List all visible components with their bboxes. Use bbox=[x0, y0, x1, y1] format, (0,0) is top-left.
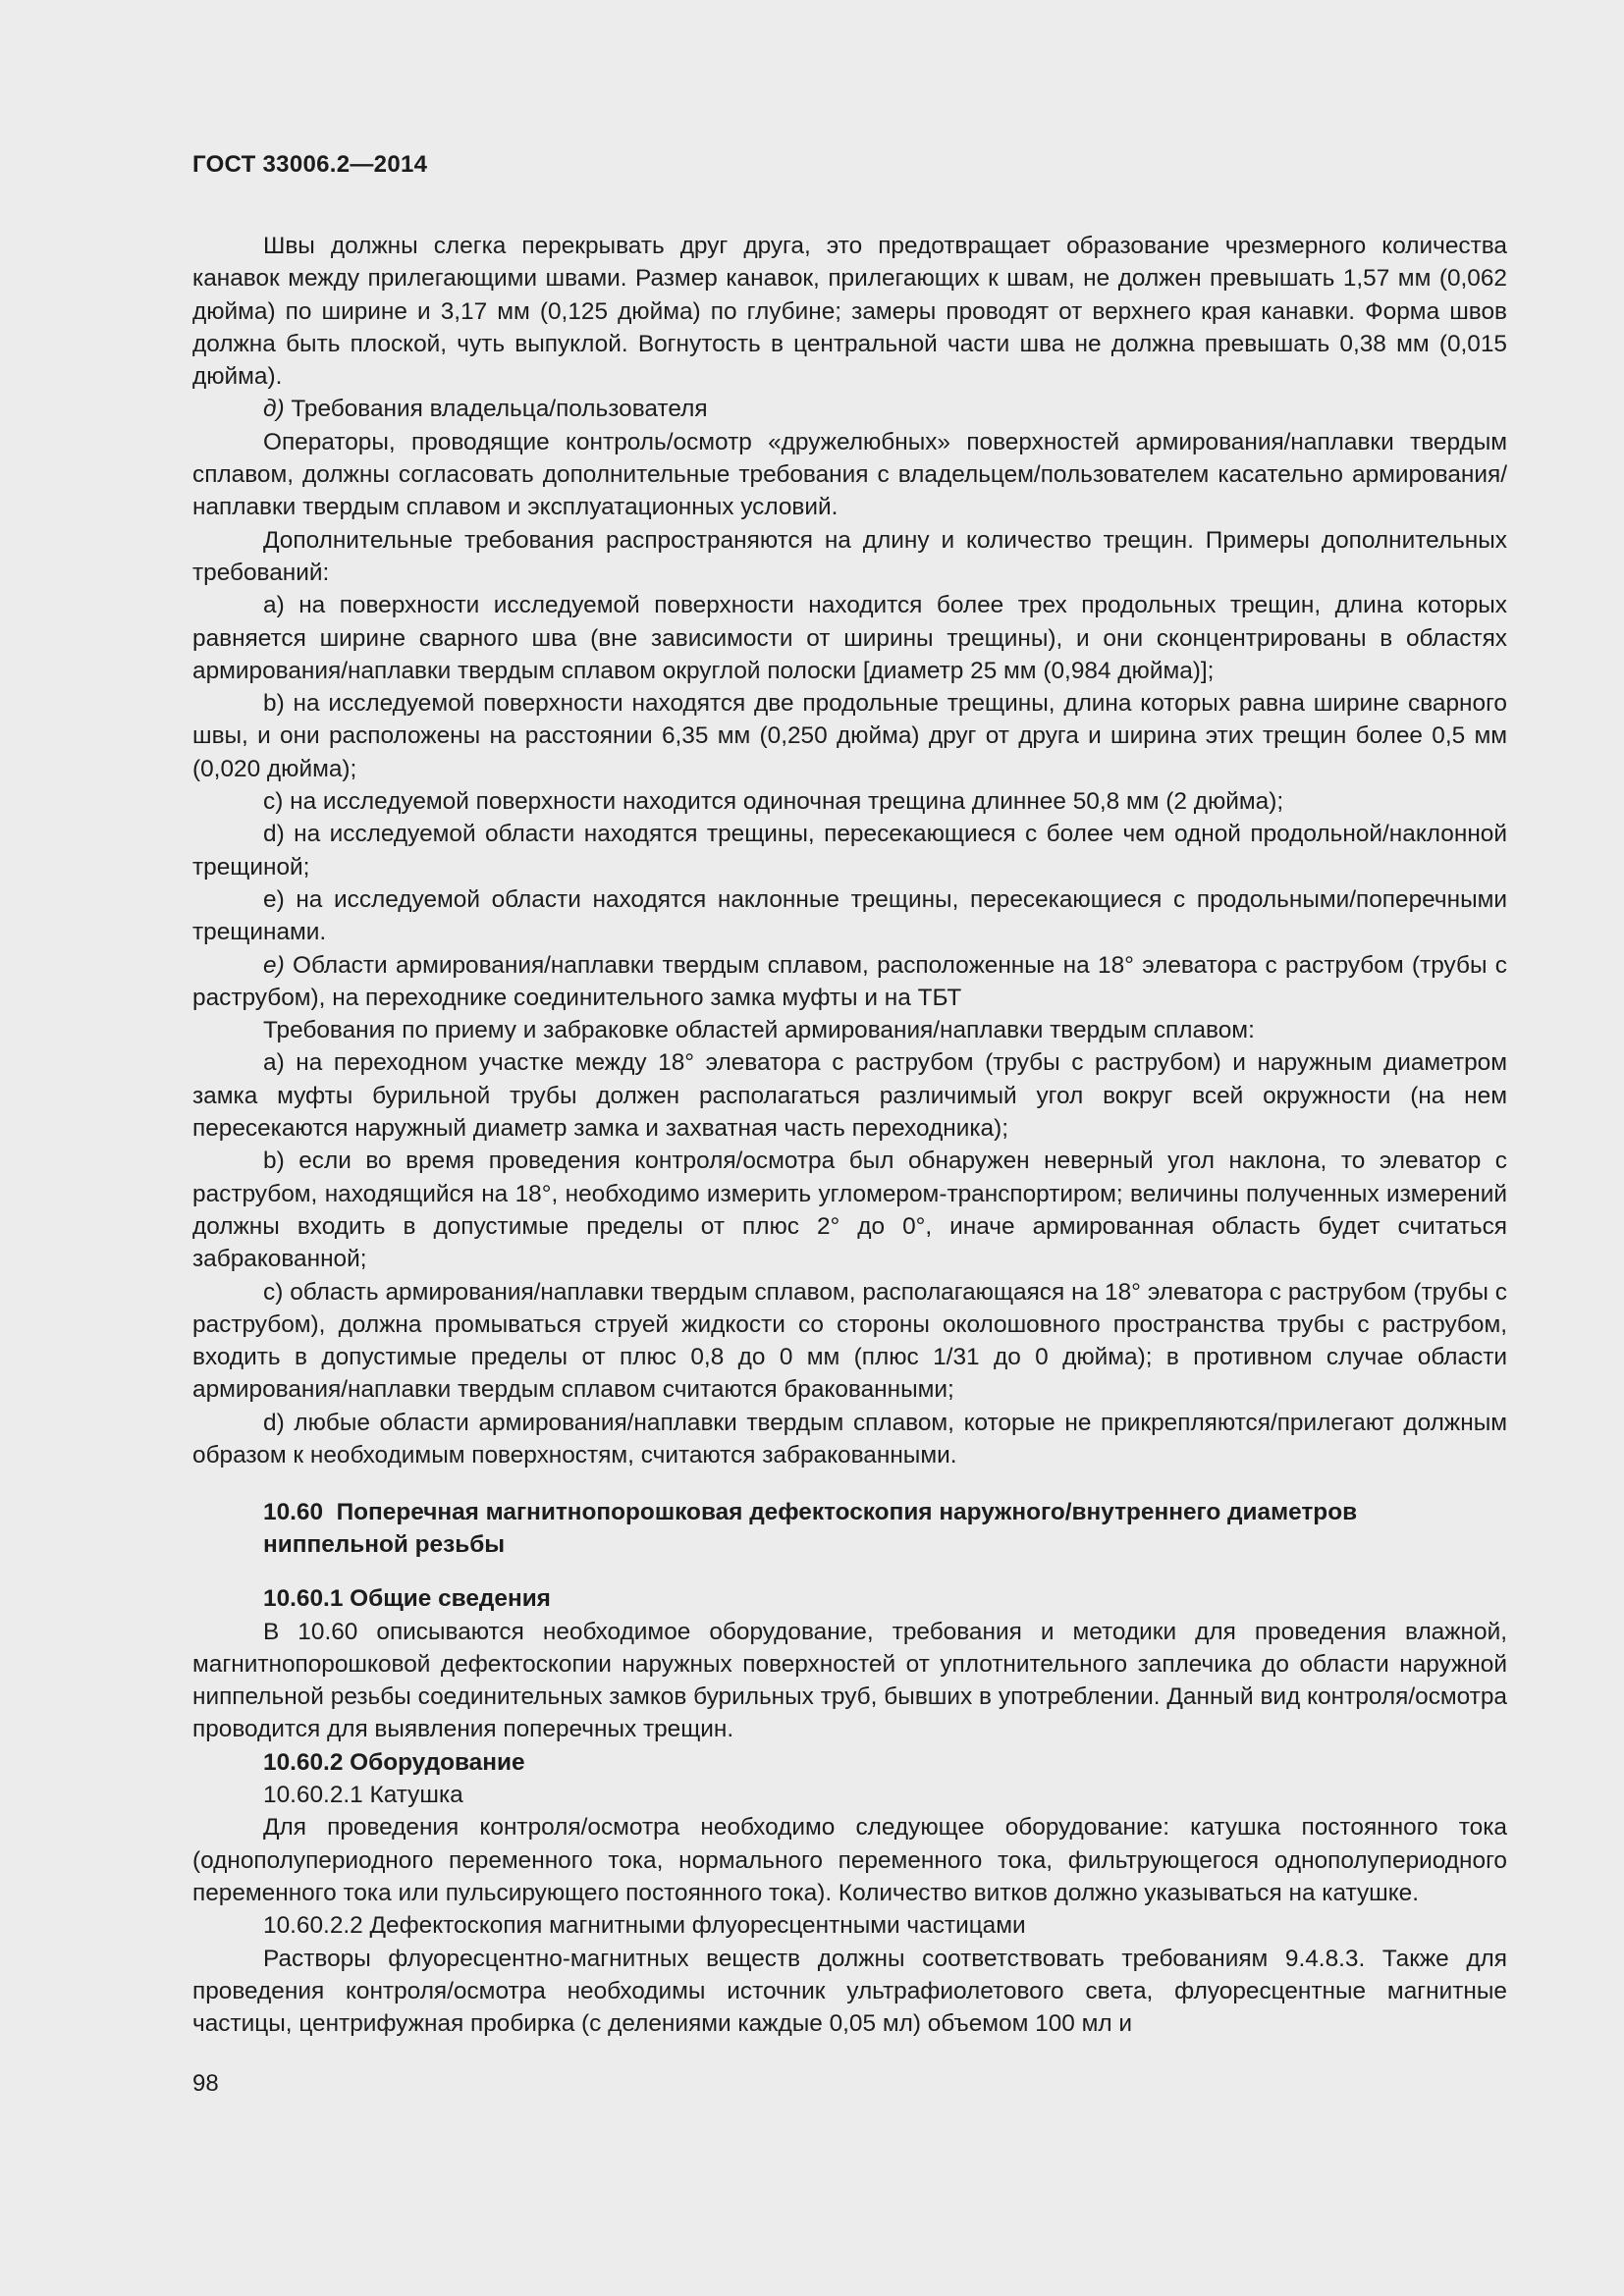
subhead-text: Области армирования/наплавки твердым сплавом, расположенные на 18° элеватора с раструбом (трубы с раструбом), на переходнике соединительного замка муфты и на ТБТ bbox=[192, 951, 1507, 1011]
subsection-heading-10-60-2-1: 10.60.2.1 Катушка bbox=[263, 1782, 463, 1809]
list-item: e) на исследуемой области находятся наклонные трещины, пересекающиеся с продольными/поперечными трещинами. bbox=[192, 885, 1507, 946]
section-number: 10.60 bbox=[263, 1499, 324, 1526]
document-body bbox=[192, 230, 1507, 2040]
paragraph: В 10.60 описываются необходимое оборудование, требования и методики для проведения влажной, магнитнопорошковой дефектоскопии наружных поверхностей от уплотнительного заплечика до области наружной ниппельной резьбы соединительных замков бурильных труб, бывших в употреблении. Данный вид контроля/осмотра проводится для выявления поперечных трещин. bbox=[192, 1618, 1507, 1743]
section-heading-10-60 bbox=[263, 1496, 1507, 1561]
list-item: b) если во время проведения контроля/осмотра был обнаружен неверный угол наклона, то элеватор с раструбом, находящийся на 18°, необходимо измерить угломером-транспортиром; величины полученных измерений должны входить в допустимые пределы от плюс 2° до 0°, иначе армированная область будет считаться забракованной; bbox=[192, 1148, 1507, 1273]
list-item: b) на исследуемой поверхности находятся две продольные трещины, длина которых равна ширине сварного швы, и они расположены на расстоянии 6,35 мм (0,250 дюйма) друг от друга и ширина этих трещин более 0,5 мм (0,020 дюйма); bbox=[192, 690, 1507, 782]
subsection-heading-10-60-2: 10.60.2 Оборудование bbox=[263, 1748, 525, 1776]
section-title: Поперечная магнитнопорошковая дефектоскопия наружного/внутреннего диаметров ниппельной резьбы bbox=[263, 1499, 1358, 1559]
page-number: 98 bbox=[192, 2070, 219, 2097]
list-item: а) на поверхности исследуемой поверхности находится более трех продольных трещин, длина которых равняется ширине сварного шва (вне зависимости от ширины трещины), и они сконцентрированы в областях армирования/наплавки твердым сплавом округлой полоски [диаметр 25 мм (0,984 дюйма)]; bbox=[192, 592, 1507, 684]
subhead-marker: е) bbox=[263, 951, 285, 979]
paragraph: Требования по приему и забраковке областей армирования/наплавки твердым сплавом: bbox=[263, 1017, 1255, 1044]
paragraph: Растворы флуоресцентно-магнитных веществ должны соответствовать требованиям 9.4.8.3. Также для проведения контроля/осмотра необходимы источник ультрафиолетового света, флуоресцентные магнитные частицы, центрифужная пробирка (с делениями каждые 0,05 мл) объемом 100 мл и bbox=[192, 1945, 1507, 2038]
subsection-heading-10-60-1: 10.60.1 Общие сведения bbox=[263, 1585, 551, 1613]
list-item: c) область армирования/наплавки твердым сплавом, располагающаяся на 18° элеватора с раструбом (трубы с раструбом), должна промываться струей жидкости со стороны околошовного пространства трубы с раструбом, входить в допустимые пределы от плюс 0,8 до 0 мм (плюс 1/31 до 0 дюйма); в противном случае области армирования/наплавки твердым сплавом считаются бракованными; bbox=[192, 1278, 1507, 1404]
list-item: d) любые области армирования/наплавки твердым сплавом, которые не прикрепляются/прилегают должным образом к необходимым поверхностям, считаются забракованными. bbox=[192, 1409, 1507, 1468]
paragraph: Швы должны слегка перекрывать друг друга, это предотвращает образование чрезмерного количества канавок между прилегающими швами. Размер канавок, прилегающих к швам, не должен превышать 1,57 мм (0,062 дюйма) по ширине и 3,17 мм (0,125 дюйма) по глубине; замеры проводят от верхнего края канавки. Форма швов должна быть плоской, чуть выпуклой. Вогнутость в центральной части шва не должна превышать 0,38 мм (0,015 дюйма). bbox=[192, 233, 1507, 391]
subhead-text: Требования владельца/пользователя bbox=[291, 396, 708, 423]
paragraph: Операторы, проводящие контроль/осмотр «дружелюбных» поверхностей армирования/наплавки твердым сплавом, должны согласовать дополнительные требования с владельцем/пользователем касательно армирования/наплавки твердым сплавом и эксплуатационных условий. bbox=[192, 428, 1507, 521]
subhead-hardbanding-areas bbox=[192, 949, 1507, 1015]
subhead-owner-requirements bbox=[192, 393, 1507, 425]
list-item: a) на переходном участке между 18° элеватора с раструбом (трубы с раструбом) и наружным диаметром замка муфты бурильной трубы должен располагаться различимый угол вокруг всей окружности (на нем пересекаются наружный диаметр замка и захватная часть переходника); bbox=[192, 1049, 1507, 1143]
document-code-header: ГОСТ 33006.2—2014 bbox=[192, 151, 428, 178]
list-item: d) на исследуемой области находятся трещины, пересекающиеся с более чем одной продольной/наклонной трещиной; bbox=[192, 821, 1507, 881]
subhead-marker: д) bbox=[263, 396, 285, 423]
paragraph: Для проведения контроля/осмотра необходимо следующее оборудование: катушка постоянного тока (однополупериодного переменного тока, нормального переменного тока, фильтрующегося однополупериодного переменного тока или пульсирующего постоянного тока). Количество витков должно указываться на катушке. bbox=[192, 1814, 1507, 1906]
subsection-heading-10-60-2-2: 10.60.2.2 Дефектоскопия магнитными флуоресцентными частицами bbox=[263, 1912, 1026, 1940]
list-item: c) на исследуемой поверхности находится одиночная трещина длиннее 50,8 мм (2 дюйма); bbox=[263, 788, 1284, 816]
paragraph: Дополнительные требования распространяются на длину и количество трещин. Примеры дополнительных требований: bbox=[192, 526, 1507, 586]
